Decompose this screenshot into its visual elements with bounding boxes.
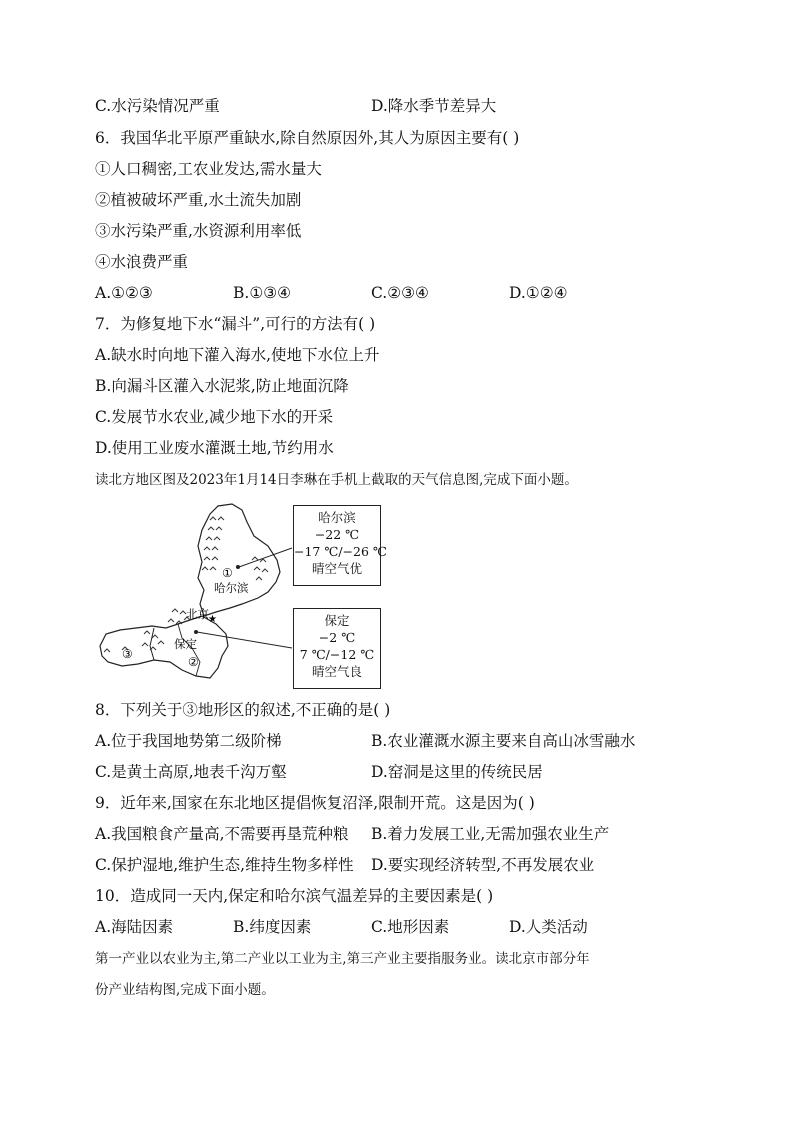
q9-stem: 9．近年来,国家在东北地区提倡恢复沼泽,限制开荒。这是因为( ) (95, 794, 535, 812)
harbin-weather-city: 哈尔滨 (318, 510, 356, 525)
q8-option-b: B.农业灌溉水源主要来自高山冰雪融水 (371, 732, 636, 750)
q6-item-1: ①人口稠密,工农业发达,需水量大 (95, 160, 322, 178)
baoding-weather-range: 7 ℃/−12 ℃ (299, 647, 375, 662)
map-intro-text: 读北方地区图及2023年1月14日李琳在手机上截取的天气信息图,完成下面小题。 (95, 472, 578, 488)
q8-option-d: D.窑洞是这里的传统民居 (371, 763, 543, 781)
q6-item-4: ④水浪费严重 (95, 253, 189, 271)
q10-option-d: D.人类活动 (509, 918, 588, 936)
q7-stem: 7．为修复地下水“漏斗”,可行的方法有( ) (95, 315, 376, 333)
q10-option-b: B.纬度因素 (233, 918, 312, 936)
q9-option-c: C.保护湿地,维护生态,维持生物多样性 (95, 856, 354, 874)
industry-intro-line-2: 份产业结构图,完成下面小题。 (95, 982, 275, 998)
q6-item-3: ③水污染严重,水资源利用率低 (95, 222, 302, 240)
q7-option-d: D.使用工业废水灌溉土地,节约用水 (95, 439, 334, 457)
map-label-baoding: 保定 (174, 637, 197, 651)
q9-option-b: B.着力发展工业,无需加强农业生产 (371, 825, 610, 843)
north-china-region-shape (100, 616, 228, 678)
q9-option-a: A.我国粮食产量高,不需要再垦荒种粮 (95, 825, 349, 843)
northeast-region-shape (198, 504, 280, 616)
q5-option-c: C.水污染情况严重 (95, 97, 220, 115)
q8-option-a: A.位于我国地势第二级阶梯 (95, 732, 282, 750)
baoding-weather-status: 晴空气良 (311, 664, 362, 679)
map-label-circle-1: ① (222, 566, 233, 580)
q8-stem: 8．下列关于③地形区的叙述,不正确的是( ) (95, 701, 391, 719)
q6-item-2: ②植被破坏严重,水土流失加剧 (95, 191, 302, 209)
q6-stem: 6．我国华北平原严重缺水,除自然原因外,其人为原因主要有( ) (95, 129, 520, 147)
baoding-weather-box (293, 608, 381, 689)
q10-stem: 10．造成同一天内,保定和哈尔滨气温差异的主要因素是( ) (95, 887, 494, 905)
harbin-weather-box (293, 505, 387, 586)
q6-option-c: C.②③④ (371, 284, 429, 302)
harbin-weather-temp: −22 ℃ (314, 527, 360, 542)
q8-option-c: C.是黄土高原,地表千沟万壑 (95, 763, 287, 781)
map-label-harbin: 哈尔滨 (214, 581, 249, 595)
harbin-weather-status: 晴空气优 (311, 561, 362, 576)
map-label-beijing: 北京 (186, 607, 209, 621)
q7-option-a: A.缺水时向地下灌入海水,使地下水位上升 (95, 346, 380, 364)
harbin-weather-range: −17 ℃/−26 ℃ (294, 544, 387, 559)
q6-option-d: D.①②④ (509, 284, 568, 302)
map-label-circle-2: ② (188, 655, 199, 669)
map-label-circle-3: ③ (122, 647, 133, 661)
q7-option-c: C.发展节水农业,减少地下水的开采 (95, 408, 334, 426)
baoding-weather-temp: −2 ℃ (318, 630, 356, 645)
beijing-star-icon: ★ (208, 614, 217, 625)
q9-option-d: D.要实现经济转型,不再发展农业 (371, 856, 595, 874)
q6-option-b: B.①③④ (233, 284, 292, 302)
q5-option-d: D.降水季节差异大 (371, 97, 497, 115)
q10-option-c: C.地形因素 (371, 918, 450, 936)
q7-option-b: B.向漏斗区灌入水泥浆,防止地面沉降 (95, 377, 349, 395)
baoding-weather-city: 保定 (324, 613, 350, 628)
q10-option-a: A.海陆因素 (95, 918, 174, 936)
q6-option-a: A.①②③ (95, 284, 153, 302)
industry-intro-line-1: 第一产业以农业为主,第二产业以工业为主,第三产业主要指服务业。读北京市部分年 (95, 951, 590, 967)
